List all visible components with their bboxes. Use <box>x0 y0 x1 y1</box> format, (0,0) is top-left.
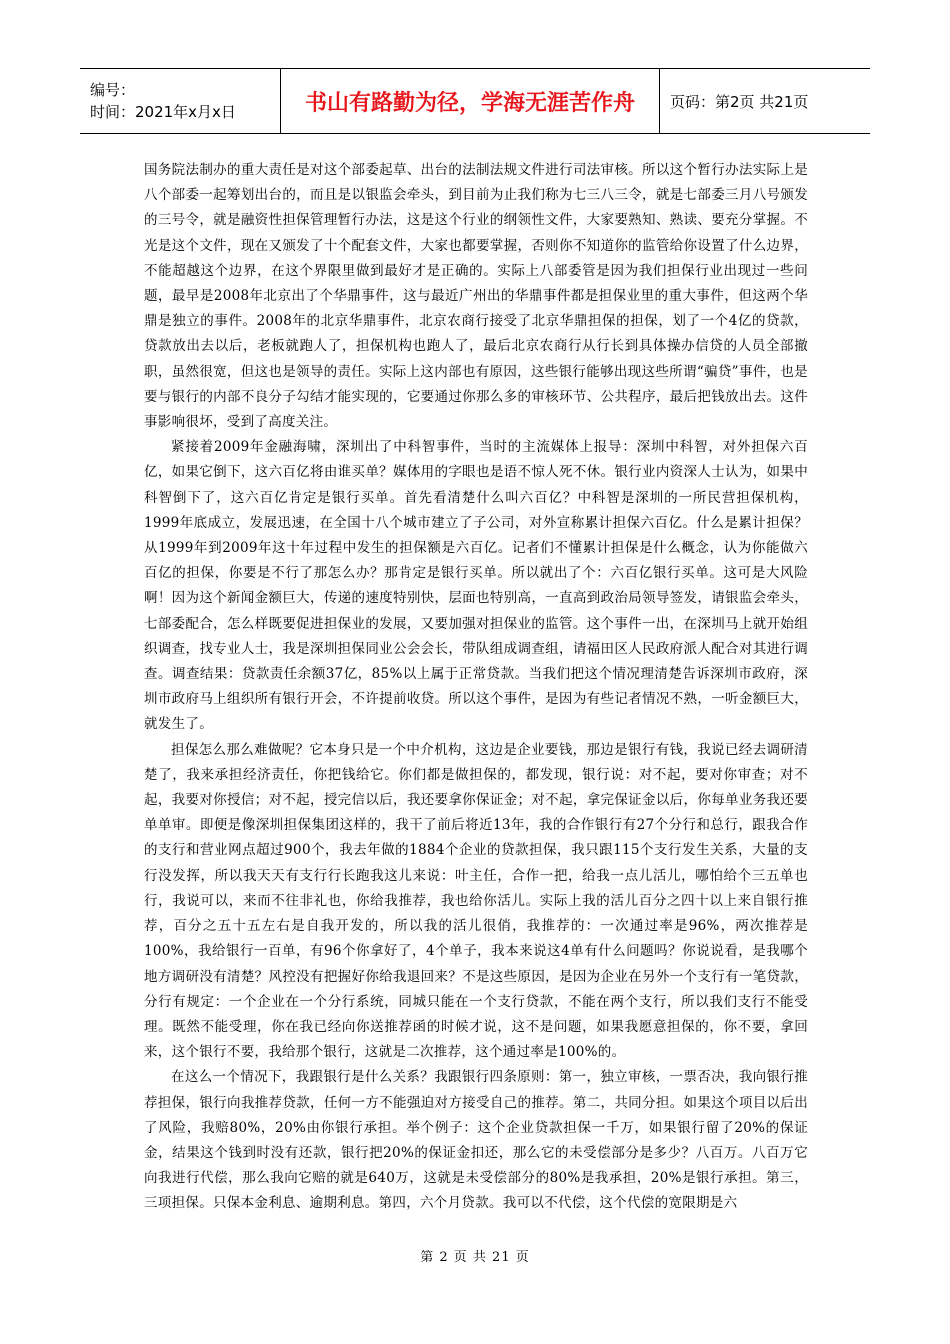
header-meta <box>80 69 280 133</box>
paragraph-2: 紧接着2009年金融海啸，深圳出了中科智事件，当时的主流媒体上报导：深圳中科智，对外担保六百亿，如果它倒下，这六百亿将由谁买单？媒体用的字眼也是语不惊人死不休。银行业内资深人士认为，如果中科智倒下了，这六百亿肯定是银行买单。首先看清楚什么叫六百亿？中科智是深圳的一所民营担保机构，1999年底成立，发展迅速，在全国十八个城市建立了子公司，对外宣称累计担保六百亿。什么是累计担保？从1999年到2009年这十年过程中发生的担保额是六百亿。记者们不懂累计担保是什么概念，认为你能做六百亿的担保，你要是不行了那怎么办？那肯定是银行买单。所以就出了个：六百亿银行买单。这可是大风险啊！因为这个新闻金额巨大，传递的速度特别快，层面也特别高，一直高到政治局领导签发，请银监会牵头，七部委配合，怎么样既要促进担保业的发展，又要加强对担保业的监管。这个事件一出，在深圳马上就开始组织调查，找专业人士，我是深圳担保同业公会会长，带队组成调查组，请福田区人民政府派人配合对其进行调查。调查结果：贷款责任余额37亿，85%以上属于正常贷款。当我们把这个情况理清楚告诉深圳市政府，深圳市政府马上组织所有银行开会，不许提前收贷。所以这个事件，是因为有些记者情况不熟，一听金额巨大，就发生了。 <box>144 439 808 733</box>
document-date: 时间：2021年x月x日 <box>90 103 236 121</box>
paragraph-1: 国务院法制办的重大责任是对这个部委起草、出台的法制法规文件进行司法审核。所以这个暂行办法实际上是八个部委一起筹划出台的，而且是以银监会牵头，到目前为止我们称为七三八三令，就是七部委三月八号颁发的三号令，就是融资性担保管理暂行办法，这是这个行业的纲领性文件，大家要熟知、熟读、要充分掌握。不光是这个文件，现在又颁发了十个配套文件，大家也都要掌握，否则你不知道你的监管给你设置了什么边界，不能超越这个边界，在这个界限里做到最好才是正确的。实际上八部委管是因为我们担保行业出现过一些问题，最早是2008年北京出了个华鼎事件，这与最近广州出的华鼎事件都是担保业里的重大事件，但这两个华鼎是独立的事件。2008年的北京华鼎事件，北京农商行接受了北京华鼎担保的担保，划了一个4亿的贷款，贷款放出去以后，老板就跑人了，担保机构也跑人了，最后北京农商行从行长到具体操办信贷的人员全部撤职，虽然很宽，但这也是领导的责任。实际上这内部也有原因，这些银行能够出现这些所谓“骗贷”事件，也是要与银行的内部不良分子勾结才能实现的，它要通过你那么多的审核环节、公共程序，最后把钱放出去。这件事影响很坏，受到了高度关注。 <box>144 162 808 431</box>
page-footer: 第 2 页 共 21 页 <box>420 1250 530 1265</box>
header-page-number: 页码：第2页 共21页 <box>670 92 809 111</box>
paragraph-3: 担保怎么那么难做呢？它本身只是一个中介机构，这边是企业要钱，那边是银行有钱，我说已经去调研清楚了，我来承担经济责任，你把钱给它。你们都是做担保的，都发现，银行说：对不起，要对你审查；对不起，我要对你授信；对不起，授完信以后，我还要拿你保证金；对不起，拿完保证金以后，你每单业务我还要单单审。即便是像深圳担保集团这样的，我干了前后将近13年，我的合作银行有27个分行和总行，跟我合作的支行和营业网点超过900个，我去年做的1884个企业的贷款担保，我只跟115个支行发生关系，大量的支行没发挥，所以我天天有支行行长跑我这儿来说：叶主任，合作一把，给我一点儿活儿，哪怕给个三五单也行，我说可以，来而不往非礼也，你给我推荐，我也给你活儿。实际上我的活儿百分之四十以上来自银行推荐，百分之五十五左右是自我开发的，所以我的活儿很俏，我推荐的：一次通过率是96%，两次推荐是100%，我给银行一百单，有96个你拿好了，4个单子，我本来说这4单有什么问题吗？你说说看，是我哪个地方调研没有清楚？风控没有把握好你给我退回来？不是这些原因，是因为企业在另外一个支行有一笔贷款，分行有规定：一个企业在一个分行系统，同城只能在一个支行贷款，不能在两个支行，所以我们支行不能受理。既然不能受理，你在我已经向你送推荐函的时候才说，这不是问题，如果我愿意担保的，你不要，拿回来，这个银行不要，我给那个银行，这就是二次推荐，这个通过率是100%的。 <box>144 741 808 1061</box>
page-header <box>80 68 870 134</box>
header-motto: 书山有路勤为径，学海无涯苦作舟 <box>280 69 660 133</box>
document-number-label: 编号： <box>90 81 136 99</box>
document-body <box>144 158 808 1217</box>
paragraph-4: 在这么一个情况下，我跟银行是什么关系？我跟银行四条原则：第一，独立审核，一票否决，我向银行推荐担保，银行向我推荐贷款，任何一方不能强迫对方接受自己的推荐。第二，共同分担。如果这个项目以后出了风险，我赔80%，20%由你银行承担。举个例子：这个企业贷款担保一千万，如果银行留了20%的保证金，结果这个钱到时没有还款，银行把20%的保证金扣还，那么它的未受偿部分是多少？八百万。八百万它向我进行代偿，那么我向它赔的就是640万，这就是未受偿部分的80%是我承担，20%是银行承担。第三，三项担保。只保本金利息、逾期利息。第四，六个月贷款。我可以不代偿，这个代偿的宽限期是六 <box>144 1069 808 1212</box>
